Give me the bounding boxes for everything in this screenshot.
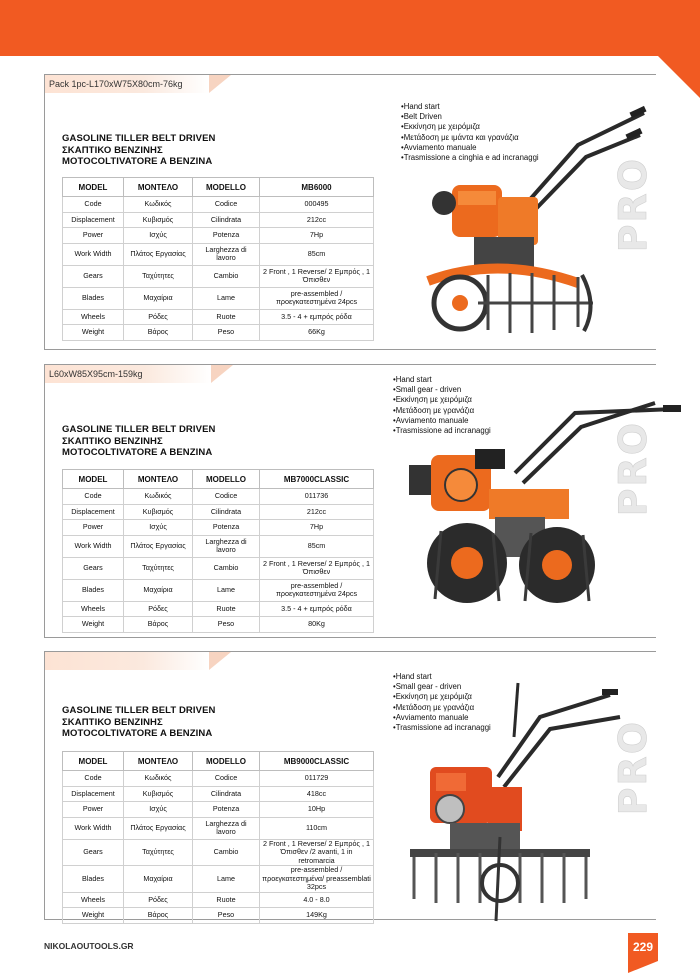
cell: 80Kg — [260, 617, 374, 633]
cell: Κυβισμός — [124, 504, 193, 520]
table-row — [63, 197, 374, 213]
cell: Larghezza di lavoro — [193, 535, 260, 557]
cell: Larghezza di lavoro — [193, 243, 260, 265]
pack-info-tab — [209, 652, 231, 670]
table-row — [63, 557, 374, 579]
cell: Displacement — [63, 212, 124, 228]
cell: Wheels — [63, 601, 124, 617]
cell: Weight — [63, 908, 124, 924]
title-el: ΣΚΑΠΤΙΚΟ ΒΕΝΖΙΝΗΣ — [62, 435, 163, 447]
cell: Πλάτος Εργασίας — [124, 243, 193, 265]
title-it: MOTOCOLTIVATORE A BENZINA — [62, 156, 213, 167]
feature-item: • Μετάδοση με γρανάζια — [393, 406, 563, 416]
title-en: GASOLINE TILLER BELT DRIVEN — [62, 705, 216, 716]
cell: 4.0 - 8.0 — [260, 892, 374, 908]
cell: pre-assembled / προεγκατεστημένα 24pcs — [260, 287, 374, 309]
pack-info: Pack 1pc-L170xW75X80cm-76kg — [45, 75, 209, 93]
table-row — [63, 520, 374, 536]
pro-badge: PRO — [611, 157, 655, 253]
cell: Cambio — [193, 557, 260, 579]
tiller-image-mb9000classic — [390, 677, 626, 927]
table-row — [63, 535, 374, 557]
pack-info: L60xW85X95cm-159kg — [45, 365, 211, 383]
cell: Potenza — [193, 228, 260, 244]
tiller-image-mb7000classic — [405, 393, 685, 623]
table-row — [63, 771, 374, 787]
cell: Ρόδες — [124, 601, 193, 617]
table-row — [63, 579, 374, 601]
cell: Ισχύς — [124, 802, 193, 818]
cell: Κωδικός — [124, 771, 193, 787]
feature-item: • Trasmissione ad incranaggi — [393, 426, 563, 436]
cell: Power — [63, 802, 124, 818]
col-model-name: MB7000CLASSIC — [260, 470, 374, 489]
table-row — [63, 243, 374, 265]
feature-item: • Trasmissione ad incranaggi — [393, 723, 563, 733]
feature-item: • Εκκίνηση με χειρόμιζα — [393, 692, 563, 702]
table-row — [63, 892, 374, 908]
cell: 85cm — [260, 243, 374, 265]
spec-table — [62, 177, 374, 341]
feature-item: • Avviamento manuale — [401, 143, 561, 153]
cell: Gears — [63, 265, 124, 287]
cell: 011736 — [260, 489, 374, 505]
feature-item: • Hand start — [401, 102, 561, 112]
cell: 3.5 - 4 + εμπρός ρόδα — [260, 601, 374, 617]
cell: 3.5 - 4 + εμπρός ρόδα — [260, 309, 374, 325]
cell: 110cm — [260, 817, 374, 839]
cell: Wheels — [63, 309, 124, 325]
cell: Ταχύτητες — [124, 557, 193, 579]
table-row — [63, 601, 374, 617]
col-montelo: ΜΟΝΤΕΛΟ — [124, 470, 193, 489]
cell: Βάρος — [124, 908, 193, 924]
cell: Ρόδες — [124, 309, 193, 325]
col-model: MODEL — [63, 752, 124, 771]
cell: Displacement — [63, 786, 124, 802]
feature-item: • Εκκίνηση με χειρόμιζα — [401, 122, 561, 132]
feature-item: • Belt Driven — [401, 112, 561, 122]
col-model-name: MB6000 — [260, 178, 374, 197]
cell: Cambio — [193, 839, 260, 866]
feature-item: • Small gear - driven — [393, 385, 563, 395]
cell: 7Hp — [260, 520, 374, 536]
cell: Code — [63, 489, 124, 505]
cell: Larghezza di lavoro — [193, 817, 260, 839]
cell: 7Hp — [260, 228, 374, 244]
cell: 2 Front , 1 Reverse/ 2 Εμπρός , 1 Όπισθεν — [260, 557, 374, 579]
cell: Weight — [63, 617, 124, 633]
cell: Μαχαίρια — [124, 287, 193, 309]
cell: Πλάτος Εργασίας — [124, 817, 193, 839]
feature-item: • Small gear - driven — [393, 682, 563, 692]
cell: Potenza — [193, 802, 260, 818]
cell: pre-assembled / προεγκατεστημένα 24pcs — [260, 579, 374, 601]
col-modello: MODELLO — [193, 178, 260, 197]
table-row — [63, 212, 374, 228]
title-el: ΣΚΑΠΤΙΚΟ ΒΕΝΖΙΝΗΣ — [62, 144, 163, 156]
tiller-image-mb6000 — [418, 105, 654, 345]
col-model-name: MB9000CLASSIC — [260, 752, 374, 771]
feature-item: • Avviamento manuale — [393, 416, 563, 426]
cell: Cambio — [193, 265, 260, 287]
cell: Κωδικός — [124, 197, 193, 213]
cell: Power — [63, 228, 124, 244]
table-row — [63, 504, 374, 520]
cell: Ταχύτητες — [124, 265, 193, 287]
pack-info-tab — [211, 365, 233, 383]
cell: Gears — [63, 557, 124, 579]
feature-item: • Μετάδοση με γρανάζια — [393, 703, 563, 713]
cell: Gears — [63, 839, 124, 866]
page-number-corner — [628, 961, 658, 973]
cell: Ισχύς — [124, 520, 193, 536]
cell: 011729 — [260, 771, 374, 787]
table-row — [63, 617, 374, 633]
feature-item: • Hand start — [393, 672, 563, 682]
col-montelo: ΜΟΝΤΕΛΟ — [124, 178, 193, 197]
product-title — [62, 424, 215, 459]
cell: Weight — [63, 325, 124, 341]
cell: Work Width — [63, 535, 124, 557]
cell: Code — [63, 197, 124, 213]
title-it: MOTOCOLTIVATORE A BENZINA — [62, 728, 213, 739]
title-it: MOTOCOLTIVATORE A BENZINA — [62, 447, 213, 458]
feature-item: • Hand start — [393, 375, 563, 385]
cell: Work Width — [63, 243, 124, 265]
page-number: 229 — [628, 933, 658, 961]
cell: Potenza — [193, 520, 260, 536]
cell: 418cc — [260, 786, 374, 802]
cell: Codice — [193, 197, 260, 213]
cell: 212cc — [260, 504, 374, 520]
title-el: ΣΚΑΠΤΙΚΟ ΒΕΝΖΙΝΗΣ — [62, 716, 163, 728]
cell: Code — [63, 771, 124, 787]
cell: Ρόδες — [124, 892, 193, 908]
cell: 149Kg — [260, 908, 374, 924]
footer-website: NIKOLAOUTOOLS.GR — [44, 941, 134, 951]
col-model: MODEL — [63, 470, 124, 489]
cell: 000495 — [260, 197, 374, 213]
spec-table — [62, 751, 374, 924]
cell: Work Width — [63, 817, 124, 839]
cell: Lame — [193, 287, 260, 309]
col-modello: MODELLO — [193, 470, 260, 489]
cell: Blades — [63, 287, 124, 309]
cell: Ισχύς — [124, 228, 193, 244]
cell: Cilindrata — [193, 212, 260, 228]
cell: Βάρος — [124, 325, 193, 341]
cell: Displacement — [63, 504, 124, 520]
cell: Peso — [193, 908, 260, 924]
cell: Πλάτος Εργασίας — [124, 535, 193, 557]
cell: Peso — [193, 617, 260, 633]
cell: Lame — [193, 579, 260, 601]
col-model: MODEL — [63, 178, 124, 197]
cell: Power — [63, 520, 124, 536]
spec-header-row — [63, 178, 374, 197]
table-row — [63, 786, 374, 802]
cell: Peso — [193, 325, 260, 341]
table-row — [63, 839, 374, 866]
title-en: GASOLINE TILLER BELT DRIVEN — [62, 133, 216, 144]
product-title — [62, 705, 215, 740]
cell: Blades — [63, 866, 124, 893]
cell: pre-assembled / προεγκατεστημένα/ preassemblati 32pcs — [260, 866, 374, 893]
spec-table — [62, 469, 374, 633]
col-montelo: ΜΟΝΤΕΛΟ — [124, 752, 193, 771]
table-row — [63, 817, 374, 839]
cell: 85cm — [260, 535, 374, 557]
cell: Κωδικός — [124, 489, 193, 505]
col-modello: MODELLO — [193, 752, 260, 771]
cell: 212cc — [260, 212, 374, 228]
pack-info — [45, 652, 209, 670]
table-row — [63, 287, 374, 309]
cell: Βάρος — [124, 617, 193, 633]
cell: Cilindrata — [193, 504, 260, 520]
pack-info-tab — [209, 75, 231, 93]
cell: 2 Front , 1 Reverse/ 2 Εμπρός , 1 Όπισθεν — [260, 265, 374, 287]
table-row — [63, 802, 374, 818]
cell: Blades — [63, 579, 124, 601]
product-title — [62, 133, 215, 168]
table-row — [63, 265, 374, 287]
cell: 66Kg — [260, 325, 374, 341]
table-row — [63, 866, 374, 893]
table-row — [63, 228, 374, 244]
pro-badge: PRO — [611, 720, 655, 816]
table-row — [63, 309, 374, 325]
feature-item: • Trasmissione a cinghia e ad incranaggi — [401, 153, 561, 163]
cell: Κυβισμός — [124, 786, 193, 802]
table-row — [63, 908, 374, 924]
cell: Μαχαίρια — [124, 866, 193, 893]
cell: Codice — [193, 771, 260, 787]
cell: Ruote — [193, 601, 260, 617]
feature-item: • Εκκίνηση με χειρόμιζα — [393, 395, 563, 405]
cell: Ruote — [193, 892, 260, 908]
spec-header-row — [63, 470, 374, 489]
cell: Μαχαίρια — [124, 579, 193, 601]
top-banner — [0, 0, 700, 56]
pro-badge: PRO — [611, 421, 655, 517]
feature-item: • Avviamento manuale — [393, 713, 563, 723]
table-row — [63, 489, 374, 505]
cell: 2 Front , 1 Reverse/ 2 Εμπρός , 1 Όπισθεν /2 avanti, 1 in retromarcia — [260, 839, 374, 866]
cell: Codice — [193, 489, 260, 505]
table-row — [63, 325, 374, 341]
cell: 10Hp — [260, 802, 374, 818]
title-en: GASOLINE TILLER BELT DRIVEN — [62, 424, 216, 435]
feature-item: • Μετάδοση με ιμάντα και γρανάζια — [401, 133, 561, 143]
cell: Wheels — [63, 892, 124, 908]
top-banner-corner — [658, 56, 700, 98]
cell: Cilindrata — [193, 786, 260, 802]
spec-header-row — [63, 752, 374, 771]
cell: Lame — [193, 866, 260, 893]
cell: Ταχύτητες — [124, 839, 193, 866]
cell: Ruote — [193, 309, 260, 325]
cell: Κυβισμός — [124, 212, 193, 228]
